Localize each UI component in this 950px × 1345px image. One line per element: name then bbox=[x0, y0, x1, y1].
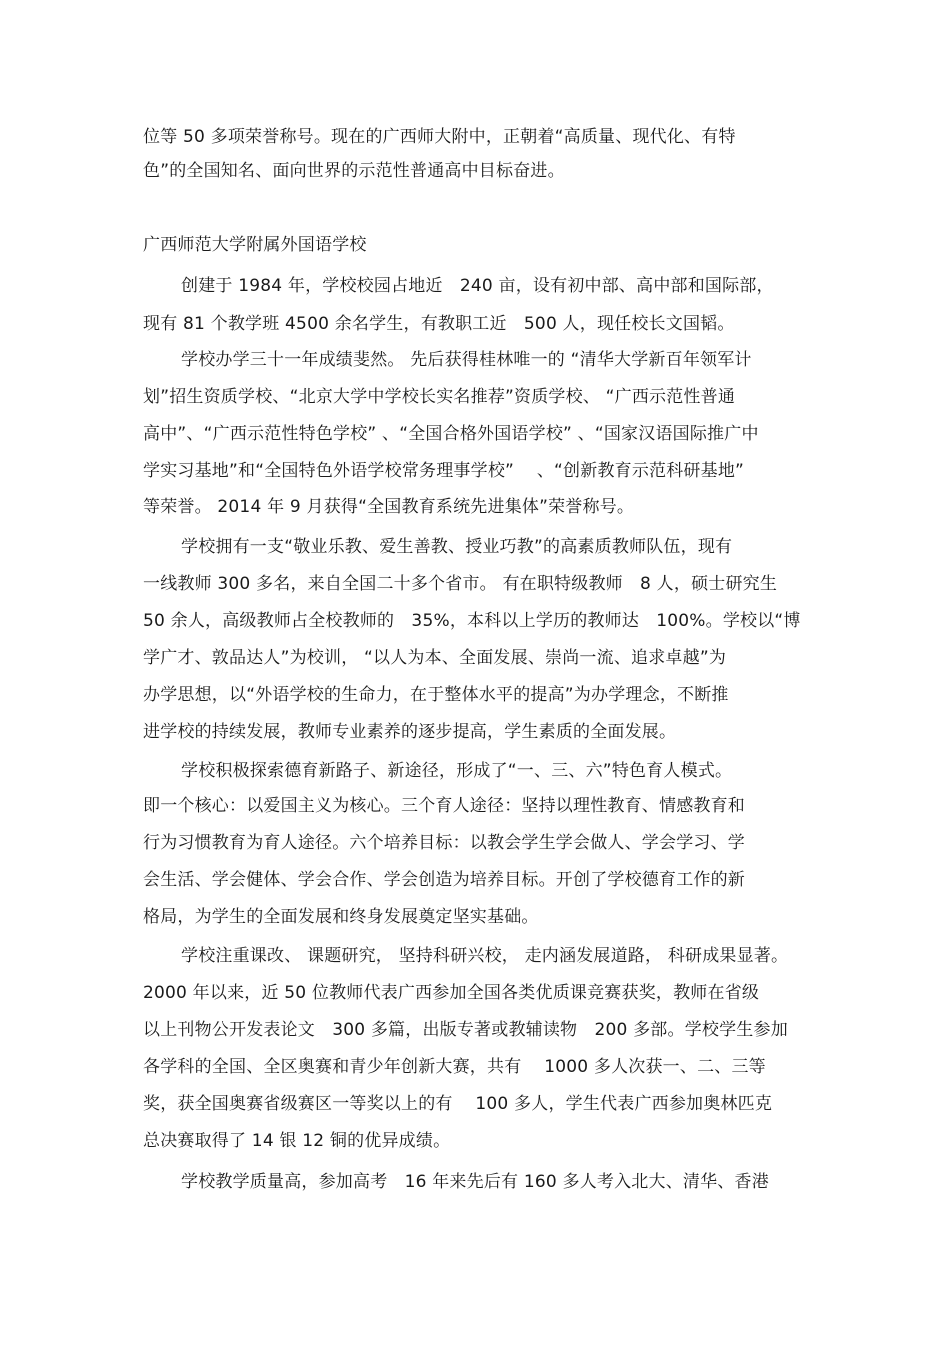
section-heading: 广西师范大学附属外国语学校 bbox=[143, 235, 367, 255]
text-line: 学校教学质量高，参加高考 16 年来先后有 160 多人考入北大、清华、香港 bbox=[181, 1172, 769, 1192]
text-line: 色”的全国知名、面向世界的示范性普通高中目标奋进。 bbox=[143, 161, 565, 181]
text-line: 以上刊物公开发表论文 300 多篇，出版专著或教辅读物 200 多部。学校学生参加 bbox=[143, 1020, 788, 1040]
text-line: 格局，为学生的全面发展和终身发展奠定坚实基础。 bbox=[143, 907, 539, 927]
text-line: 奖，获全国奥赛省级赛区一等奖以上的有 100 多人，学生代表广西参加奥林匹克 bbox=[143, 1094, 773, 1114]
text-line: 学校拥有一支“敬业乐教、爱生善教、授业巧教”的高素质教师队伍，现有 bbox=[181, 537, 733, 557]
text-line: 会生活、学会健体、学会合作、学会创造为培养目标。开创了学校德育工作的新 bbox=[143, 870, 745, 890]
text-line: 创建于 1984 年，学校校园占地近 240 亩，设有初中部、高中部和国际部， bbox=[181, 276, 774, 296]
text-line: 学校积极探索德育新路子、新途径，形成了“一、三、六”特色育人模式。 bbox=[181, 761, 733, 781]
text-line: 现有 81 个教学班 4500 余名学生，有教职工近 500 人，现任校长文国韬。 bbox=[143, 314, 735, 334]
text-line: 学校办学三十一年成绩斐然。 先后获得桂林唯一的 “清华大学新百年领军计 bbox=[181, 350, 752, 370]
text-line: 划”招生资质学校、“北京大学中学校长实名推荐”资质学校、 “广西示范性普通 bbox=[143, 387, 736, 407]
text-line: 2000 年以来，近 50 位教师代表广西参加全国各类优质课竞赛获奖，教师在省级 bbox=[143, 983, 760, 1003]
text-line: 即一个核心：以爱国主义为核心。三个育人途径：坚持以理性教育、情感教育和 bbox=[143, 796, 745, 816]
text-line: 进学校的持续发展，教师专业素养的逐步提高，学生素质的全面发展。 bbox=[143, 722, 677, 742]
text-line: 行为习惯教育为育人途径。六个培养目标：以教会学生学会做人、学会学习、学 bbox=[143, 833, 745, 853]
text-line: 位等 50 多项荣誉称号。现在的广西师大附中，正朝着“高质量、现代化、有特 bbox=[143, 127, 736, 147]
text-line: 等荣誉。 2014 年 9 月获得“全国教育系统先进集体”荣誉称号。 bbox=[143, 497, 635, 517]
text-line: 办学思想，以“外语学校的生命力，在于整体水平的提高”为办学理念，不断推 bbox=[143, 685, 729, 705]
text-line: 一线教师 300 多名，来自全国二十多个省市。 有在职特级教师 8 人，硕士研究生 bbox=[143, 574, 778, 594]
text-line: 50 余人，高级教师占全校教师的 35%，本科以上学历的教师达 100%。学校以“博 bbox=[143, 611, 801, 631]
text-line: 学实习基地”和“全国特色外语学校常务理事学校” 、“创新教育示范科研基地” bbox=[143, 461, 745, 481]
text-line: 学广才、敦品达人”为校训， “以人为本、全面发展、崇尚一流、追求卓越”为 bbox=[143, 648, 727, 668]
text-line: 总决赛取得了 14 银 12 铜的优异成绩。 bbox=[143, 1131, 451, 1151]
text-line: 学校注重课改、 课题研究， 坚持科研兴校， 走内涵发展道路， 科研成果显著。 bbox=[181, 946, 789, 966]
text-line: 各学科的全国、全区奥赛和青少年创新大赛，共有 1000 多人次获一、二、三等 bbox=[143, 1057, 766, 1077]
text-line: 高中”、“广西示范性特色学校” 、“全国合格外国语学校” 、“国家汉语国际推广中 bbox=[143, 424, 759, 444]
